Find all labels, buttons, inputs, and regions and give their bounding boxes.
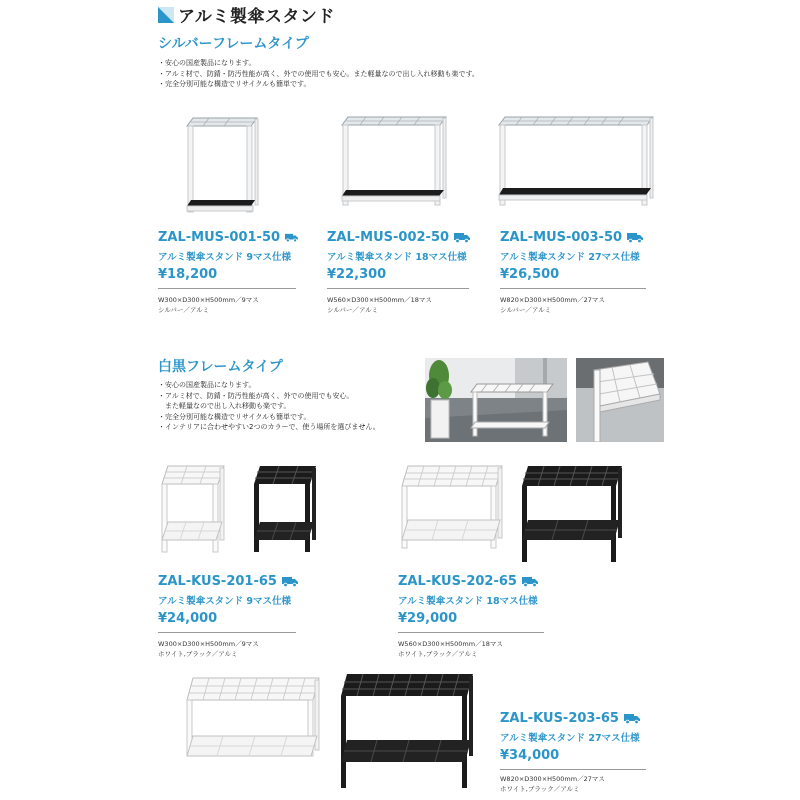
bullet: また軽量なので出し入れ移動も楽です。 xyxy=(158,402,291,410)
product-code: ZAL-MUS-003-50 xyxy=(500,230,650,245)
product-card[interactable] xyxy=(158,574,298,659)
product-size: W300×D300×H500mm／9マス xyxy=(158,640,259,648)
divider xyxy=(327,288,469,289)
product-price: ¥22,300 xyxy=(327,267,387,282)
product-size: W560×D300×H500mm／18マス xyxy=(327,296,432,304)
bullet: ・完全分別可能な構造でリサイクルも簡単です。 xyxy=(158,412,311,421)
bullet: ・インテリアに合わせやすい2つのカラーで、使う場所を選びません。 xyxy=(158,423,380,431)
bullet: ・完全分別可能な構造でリサイクルも簡単です。 xyxy=(158,80,311,88)
divider xyxy=(398,632,544,633)
product-color: ホワイト,ブラック／アルミ xyxy=(500,785,580,793)
silver-section-title: シルバーフレームタイプ xyxy=(158,36,309,52)
product-price: ¥18,200 xyxy=(158,267,218,282)
truck-icon xyxy=(627,232,643,243)
product-code: ZAL-MUS-002-50 xyxy=(327,230,477,245)
page-title: アルミ製傘スタンド xyxy=(178,7,335,27)
silver-stand-9-image xyxy=(185,112,265,222)
product-card[interactable] xyxy=(327,230,477,315)
product-name: アルミ製傘スタンド 27マス仕様 xyxy=(500,252,640,263)
product-price: ¥29,000 xyxy=(398,611,458,626)
bw-stand-27-image xyxy=(183,670,483,790)
product-card[interactable] xyxy=(500,711,650,794)
truck-icon xyxy=(624,713,640,724)
product-name: アルミ製傘スタンド 27マス仕様 xyxy=(500,733,640,744)
silver-stand-27-image xyxy=(497,112,657,212)
product-code: ZAL-KUS-203-65 xyxy=(500,711,650,726)
divider xyxy=(500,769,646,770)
product-card[interactable] xyxy=(500,230,650,315)
blue-triangle-icon xyxy=(158,7,174,23)
product-card[interactable] xyxy=(158,230,298,315)
truck-icon xyxy=(282,576,298,587)
room-photo xyxy=(425,358,567,442)
product-name: アルミ製傘スタンド 18マス仕様 xyxy=(398,596,538,607)
product-price: ¥34,000 xyxy=(500,748,560,763)
bullet: ・安心の国産製品になります。 xyxy=(158,59,256,67)
product-color: シルバー／アルミ xyxy=(327,306,379,314)
product-color: ホワイト,ブラック／アルミ xyxy=(158,650,238,658)
product-size: W820×D300×H500mm／27マス xyxy=(500,296,605,304)
product-price: ¥26,500 xyxy=(500,267,560,282)
bw-bullets xyxy=(158,380,380,433)
bullet: ・安心の国産製品になります。 xyxy=(158,381,256,389)
divider xyxy=(158,288,296,289)
product-size: W300×D300×H500mm／9マス xyxy=(158,296,259,304)
product-name: アルミ製傘スタンド 9マス仕様 xyxy=(158,252,292,263)
product-code: ZAL-KUS-201-65 xyxy=(158,574,298,589)
product-size: W820×D300×H500mm／27マス xyxy=(500,775,605,783)
product-color: シルバー／アルミ xyxy=(500,306,552,314)
bw-stand-18-image xyxy=(398,462,648,562)
product-color: ホワイト,ブラック／アルミ xyxy=(398,650,478,658)
product-name: アルミ製傘スタンド 18マス仕様 xyxy=(327,252,467,263)
product-price: ¥24,000 xyxy=(158,611,218,626)
silver-bullets xyxy=(158,58,479,90)
product-code: ZAL-MUS-001-50 xyxy=(158,230,298,245)
truck-icon xyxy=(285,232,298,243)
divider xyxy=(500,288,646,289)
product-size: W560×D300×H500mm／18マス xyxy=(398,640,503,648)
product-name: アルミ製傘スタンド 9マス仕様 xyxy=(158,596,292,607)
bullet: ・アルミ材で、防錆・防汚性能が高く、外での使用でも安心。また軽量なので出し入れ移動も楽です。 xyxy=(158,69,479,78)
bw-stand-9-image xyxy=(158,462,323,562)
truck-icon xyxy=(522,576,538,587)
closeup-photo xyxy=(576,358,664,442)
product-card[interactable] xyxy=(398,574,548,659)
silver-stand-18-image xyxy=(340,112,450,212)
bw-section-title: 白黒フレームタイプ xyxy=(158,359,283,375)
product-code: ZAL-KUS-202-65 xyxy=(398,574,548,589)
truck-icon xyxy=(454,232,470,243)
divider xyxy=(158,632,296,633)
bullet: ・アルミ材で、防錆・防汚性能が高く、外での使用でも安心。 xyxy=(158,391,354,400)
product-color: シルバー／アルミ xyxy=(158,306,210,314)
